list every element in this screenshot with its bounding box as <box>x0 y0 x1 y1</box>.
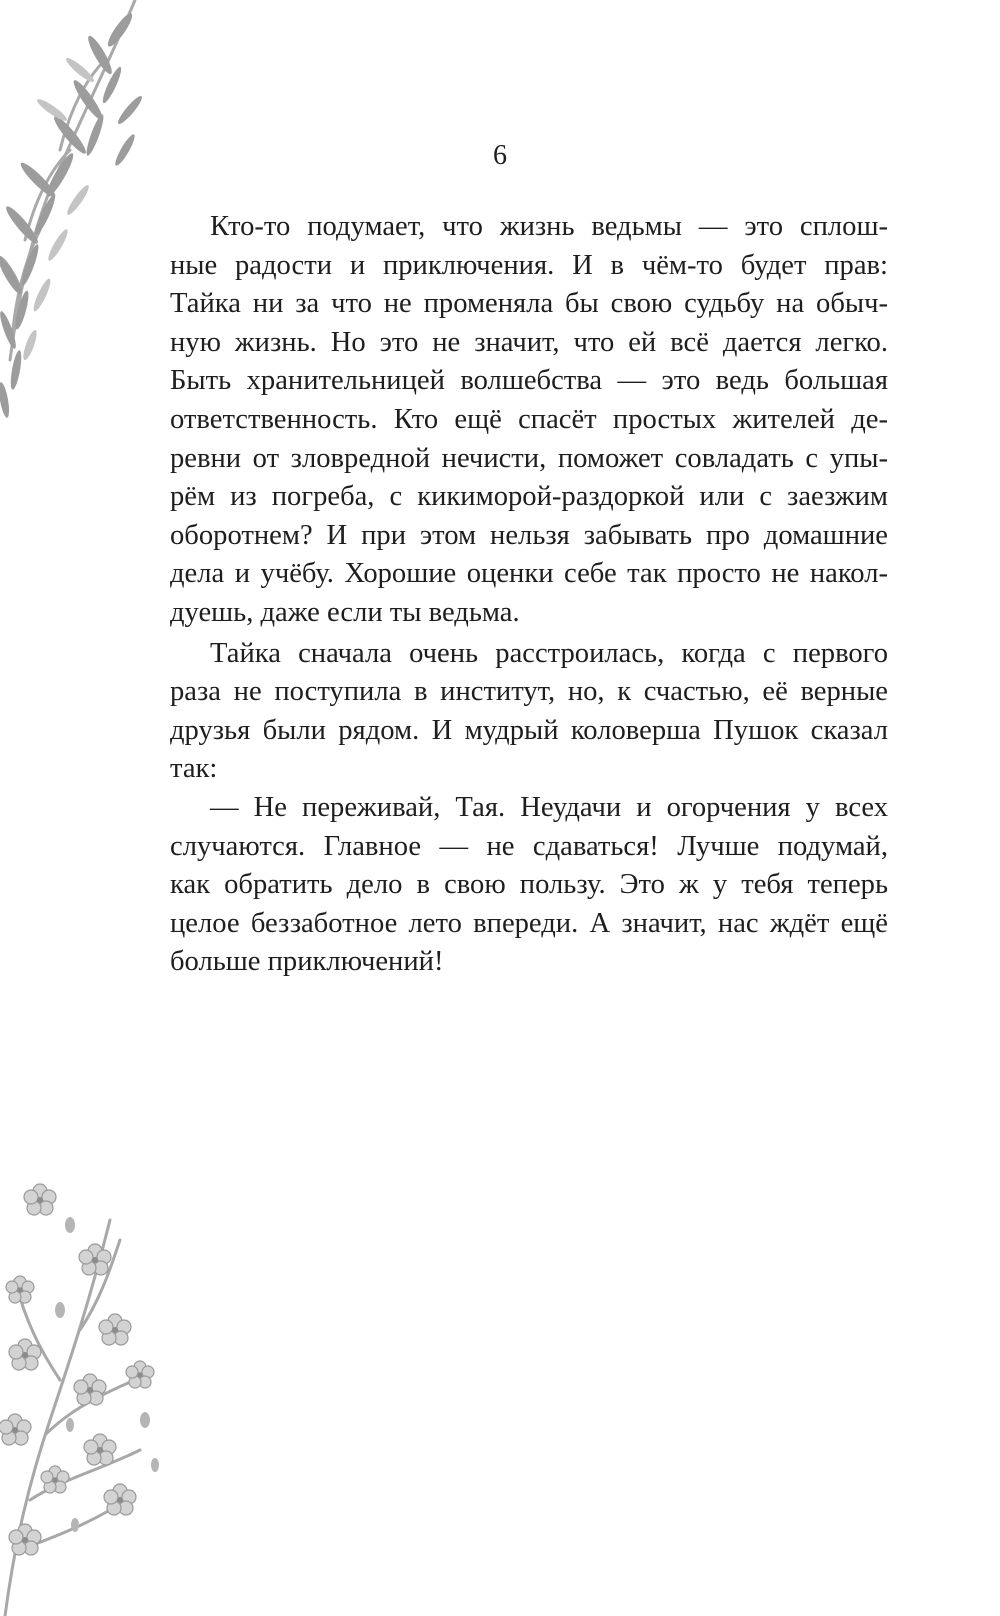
text-line: рём из погреба, с кикиморой-раздоркой или с заезжим <box>170 481 888 513</box>
text-line: Тайка ни за что не променяла бы свою судьбу на обыч- <box>170 288 888 320</box>
text-line: ответственность. Кто ещё спасёт простых жителей де- <box>170 403 888 435</box>
text-line: раза не поступила в институт, но, к счастью, её верные <box>170 676 888 708</box>
text-line: больше приключений! <box>170 946 444 978</box>
text-line: оборотнем? И при этом нельзя забывать про домашние <box>170 519 888 551</box>
text-line: — Не переживай, Тая. Неудачи и огорчения у всех <box>210 791 888 823</box>
text-line: целое беззаботное лето впереди. А значит, нас ждёт ещё <box>170 907 888 939</box>
text-line: дуешь, даже если ты ведьма. <box>170 596 520 628</box>
text-line: ную жизнь. Но это не значит, что ей всё дается легко. <box>170 326 888 358</box>
text-line: ревни от зловредной нечисти, поможет совладать с упы- <box>170 442 888 474</box>
body-text <box>170 208 888 982</box>
text-line: дела и учёбу. Хорошие оценки себе так просто не накол- <box>170 558 888 590</box>
text-line: Кто-то подумает, что жизнь ведьмы — это сплош- <box>210 211 888 242</box>
text-line: так: <box>170 753 218 785</box>
text-line: Быть хранительницей волшебства — это ведь большая <box>170 365 888 397</box>
blossom-branch-decoration <box>0 1180 170 1616</box>
text-line: Тайка сначала очень расстроилась, когда с первого <box>210 637 888 669</box>
text-line: друзья были рядом. И мудрый коловерша Пушок сказал <box>170 714 888 746</box>
page-number: 6 <box>493 140 507 171</box>
text-line: как обратить дело в свою пользу. Это ж у тебя теперь <box>170 869 888 901</box>
text-line: случаются. Главное — не сдаваться! Лучше подумай, <box>170 830 888 862</box>
text-line: ные радости и приключения. И в чём-то будет прав: <box>170 249 888 281</box>
